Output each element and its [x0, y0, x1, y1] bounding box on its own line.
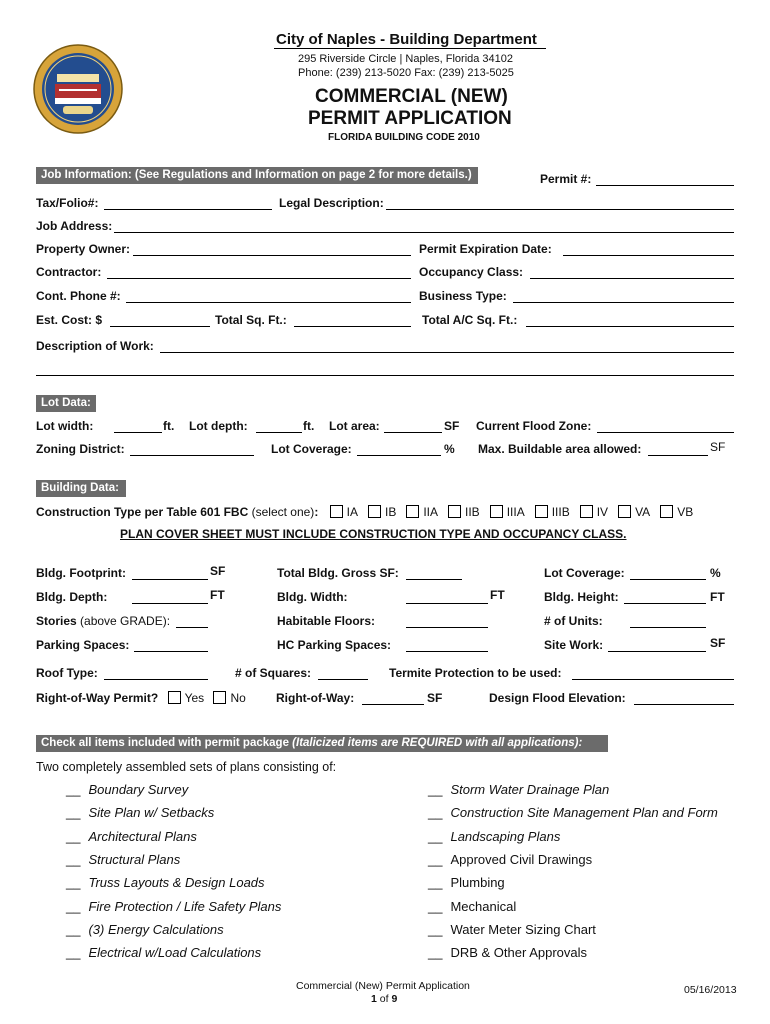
checklist-item-label: Structural Plans	[88, 851, 181, 867]
checklist-item-label: Plumbing	[450, 875, 505, 891]
checklist-item-label: Architectural Plans	[88, 828, 197, 844]
contractor-phone-field[interactable]	[126, 302, 411, 303]
construction-type-ib-label: IB	[385, 505, 397, 519]
max-buildable-field[interactable]	[648, 455, 708, 456]
contractor-phone-label: Cont. Phone #:	[36, 289, 121, 303]
termite-protection-field[interactable]	[572, 679, 734, 680]
lot-depth-field[interactable]	[256, 432, 302, 433]
form-title-line1: COMMERCIAL (NEW)	[315, 86, 508, 107]
department-title: City of Naples - Building Department	[276, 31, 537, 48]
max-buildable-label: Max. Buildable area allowed:	[478, 442, 642, 456]
bldg-lot-coverage-field[interactable]	[630, 579, 706, 580]
department-phone: Phone: (239) 213-5020 Fax: (239) 213-5025	[298, 67, 514, 79]
checklist-item-label: Mechanical	[450, 898, 517, 914]
checklist-item-left	[66, 782, 188, 797]
zoning-district-field[interactable]	[130, 455, 254, 456]
checklist-item-right	[428, 922, 596, 937]
footer-page-current: 1	[371, 993, 377, 1005]
checklist-item-left	[66, 805, 214, 820]
checklist-item-label: (3) Energy Calculations	[88, 921, 224, 937]
construction-type-iiia-checkbox[interactable]	[490, 505, 503, 518]
bldg-lot-coverage-unit: %	[710, 566, 721, 580]
checklist-blank[interactable]: __	[66, 921, 81, 937]
construction-type-ia-label: IA	[346, 505, 358, 519]
checklist-blank[interactable]: __	[428, 921, 443, 937]
checklist-blank[interactable]: __	[66, 875, 81, 891]
lot-width-unit: ft.	[163, 419, 175, 433]
flood-elevation-field[interactable]	[634, 704, 734, 705]
bldg-height-unit: FT	[710, 590, 725, 604]
checklist-item-right	[428, 805, 718, 820]
termite-protection-label: Termite Protection to be used:	[389, 666, 562, 680]
site-work-unit: SF	[710, 636, 726, 650]
stories-field[interactable]	[176, 627, 208, 628]
construction-type-iia-label: IIA	[423, 505, 439, 519]
estimated-cost-label: Est. Cost: $	[36, 313, 103, 327]
right-of-way-field[interactable]	[362, 704, 424, 705]
checklist-item-label: Boundary Survey	[88, 782, 189, 797]
bldg-width-unit: FT	[490, 588, 505, 602]
footer-page-number	[371, 993, 397, 1005]
right-of-way-label: Right-of-Way:	[276, 691, 355, 705]
permit-expiration-label: Permit Expiration Date:	[419, 242, 552, 256]
checklist-item-left	[66, 945, 261, 960]
construction-type-iiib-checkbox[interactable]	[535, 505, 548, 518]
tax-folio-label: Tax/Folio#:	[36, 196, 99, 210]
construction-type-row	[36, 505, 693, 519]
checklist-blank[interactable]: __	[66, 945, 81, 961]
bldg-width-label: Bldg. Width:	[277, 590, 348, 604]
lot-width-field[interactable]	[114, 432, 162, 433]
checklist-title-note: (Italicized items are REQUIRED with all applications):	[292, 737, 583, 749]
checklist-item-label: Fire Protection / Life Safety Plans	[88, 898, 282, 914]
gross-sf-label: Total Bldg. Gross SF:	[277, 566, 399, 580]
bldg-depth-field[interactable]	[132, 603, 208, 604]
department-address: 295 Riverside Circle | Naples, Florida 34102	[298, 53, 514, 65]
construction-type-ib-checkbox[interactable]	[368, 505, 381, 518]
squares-label: # of Squares:	[235, 666, 312, 680]
checklist-blank[interactable]: __	[428, 828, 443, 844]
checklist-section-title	[41, 737, 582, 749]
construction-type-iiia-label: IIIA	[506, 505, 525, 519]
contractor-field[interactable]	[107, 278, 411, 279]
lot-width-label: Lot width:	[36, 419, 94, 433]
checklist-blank[interactable]: __	[66, 851, 81, 867]
total-sqft-label: Total Sq. Ft.:	[215, 313, 287, 327]
units-field[interactable]	[630, 627, 706, 628]
bldg-width-field[interactable]	[406, 603, 488, 604]
lot-area-label: Lot area:	[329, 419, 380, 433]
row-permit-no-label: No	[230, 691, 246, 705]
row-permit-label	[36, 691, 246, 705]
footer-document-name: Commercial (New) Permit Application	[296, 980, 470, 992]
construction-type-vb-checkbox[interactable]	[660, 505, 673, 518]
construction-type-va-label: VA	[635, 505, 651, 519]
checklist-item-label: Site Plan w/ Setbacks	[88, 805, 215, 821]
construction-type-iib-checkbox[interactable]	[448, 505, 461, 518]
total-sqft-field[interactable]	[294, 326, 411, 327]
occupancy-class-label: Occupancy Class:	[419, 265, 524, 279]
bldg-footprint-field[interactable]	[132, 579, 208, 580]
total-ac-sqft-label: Total A/C Sq. Ft.:	[422, 313, 518, 327]
checklist-blank[interactable]: __	[428, 945, 443, 961]
construction-type-options	[322, 505, 694, 519]
construction-type-label: Construction Type per Table 601 FBC	[36, 505, 249, 519]
lot-coverage-unit: %	[444, 442, 455, 456]
lot-coverage-field[interactable]	[357, 455, 441, 456]
hc-parking-label: HC Parking Spaces:	[277, 638, 392, 652]
construction-type-colon: :	[314, 505, 319, 519]
plan-cover-note: PLAN COVER SHEET MUST INCLUDE CONSTRUCTION TYPE AND OCCUPANCY CLASS.	[120, 527, 627, 541]
select-one-hint: (select one)	[251, 505, 315, 519]
gross-sf-field[interactable]	[406, 579, 462, 580]
checklist-blank[interactable]: __	[428, 898, 443, 914]
bldg-footprint-unit: SF	[210, 564, 226, 578]
row-permit-yes-checkbox[interactable]	[168, 691, 181, 704]
lot-coverage-label: Lot Coverage:	[271, 442, 352, 456]
checklist-title-main: Check all items included with permit package	[41, 737, 289, 749]
total-ac-sqft-field[interactable]	[526, 326, 734, 327]
stories-label	[36, 614, 170, 628]
hc-parking-field[interactable]	[406, 651, 488, 652]
roof-type-field[interactable]	[104, 679, 208, 680]
checklist-item-label: DRB & Other Approvals	[450, 945, 588, 961]
checklist-item-label: Storm Water Drainage Plan	[450, 782, 610, 797]
checklist-item-left	[66, 899, 281, 914]
job-address-field[interactable]	[114, 232, 734, 233]
checklist-item-left	[66, 829, 197, 844]
bldg-height-field[interactable]	[624, 603, 706, 604]
zoning-district-label: Zoning District:	[36, 442, 125, 456]
lot-depth-unit: ft.	[303, 419, 315, 433]
checklist-item-right	[428, 782, 609, 797]
business-type-label: Business Type:	[419, 289, 507, 303]
checklist-blank[interactable]: __	[428, 851, 443, 867]
row-permit-no-checkbox[interactable]	[213, 691, 226, 704]
flood-zone-label: Current Flood Zone:	[476, 419, 592, 433]
occupancy-class-field[interactable]	[530, 278, 734, 279]
checklist-item-right	[428, 852, 592, 867]
contractor-label: Contractor:	[36, 265, 102, 279]
lot-area-unit: SF	[444, 419, 460, 433]
stories-label-main: Stories	[36, 614, 77, 628]
parking-spaces-label: Parking Spaces:	[36, 638, 130, 652]
checklist-blank[interactable]: __	[66, 805, 81, 821]
legal-description-label: Legal Description:	[279, 196, 384, 210]
checklist-item-right	[428, 829, 560, 844]
checklist-item-right	[428, 945, 587, 960]
checklist-item-right	[428, 875, 505, 890]
roof-type-label: Roof Type:	[36, 666, 98, 680]
footer-page-total: 9	[391, 993, 398, 1005]
squares-field[interactable]	[318, 679, 368, 680]
row-permit-question: Right-of-Way Permit?	[36, 691, 159, 705]
job-info-section-title: Job Information: (See Regulations and Information on page 2 for more details.)	[41, 169, 472, 181]
title-underline	[274, 48, 546, 49]
bldg-lot-coverage-label: Lot Coverage:	[544, 566, 625, 580]
checklist-blank[interactable]: __	[66, 828, 81, 844]
job-address-label: Job Address:	[36, 219, 113, 233]
checklist-intro: Two completely assembled sets of plans consisting of:	[36, 760, 337, 774]
site-work-field[interactable]	[608, 651, 706, 652]
checklist-item-label: Water Meter Sizing Chart	[450, 921, 596, 937]
property-owner-field[interactable]	[133, 255, 411, 256]
bldg-height-label: Bldg. Height:	[544, 590, 619, 604]
tax-folio-field[interactable]	[104, 209, 272, 210]
permit-number-field[interactable]	[596, 185, 734, 186]
flood-zone-field[interactable]	[597, 432, 734, 433]
habitable-floors-field[interactable]	[406, 627, 488, 628]
stories-qualifier: (above GRADE):	[80, 614, 171, 628]
construction-type-iia-checkbox[interactable]	[406, 505, 419, 518]
lot-area-field[interactable]	[384, 432, 442, 433]
construction-type-ia-checkbox[interactable]	[330, 505, 343, 518]
construction-type-vb-label: VB	[677, 505, 694, 519]
construction-type-iib-label: IIB	[465, 505, 480, 519]
checklist-blank[interactable]: __	[66, 782, 81, 797]
checklist-blank[interactable]: __	[428, 875, 443, 891]
checklist-item-label: Construction Site Management Plan and Form	[450, 805, 718, 821]
checklist-item-label: Landscaping Plans	[450, 828, 561, 844]
checklist-blank[interactable]: __	[428, 782, 443, 797]
checklist-item-left	[66, 922, 224, 937]
checklist-blank[interactable]: __	[428, 805, 443, 821]
property-owner-label: Property Owner:	[36, 242, 131, 256]
row-permit-yes-label: Yes	[184, 691, 205, 705]
units-label: # of Units:	[544, 614, 603, 628]
construction-type-iv-label: IV	[596, 505, 609, 519]
bldg-footprint-label: Bldg. Footprint:	[36, 566, 126, 580]
description-of-work-field[interactable]	[160, 352, 734, 353]
lot-data-section-title: Lot Data:	[41, 397, 91, 409]
checklist-item-right	[428, 899, 516, 914]
permit-expiration-field[interactable]	[563, 255, 734, 256]
city-seal-logo	[33, 44, 123, 134]
right-of-way-unit: SF	[427, 691, 443, 705]
flood-elevation-label: Design Flood Elevation:	[489, 691, 626, 705]
construction-type-va-checkbox[interactable]	[618, 505, 631, 518]
habitable-floors-label: Habitable Floors:	[277, 614, 376, 628]
checklist-item-label: Approved Civil Drawings	[450, 851, 593, 867]
bldg-depth-label: Bldg. Depth:	[36, 590, 108, 604]
checklist-blank[interactable]: __	[66, 898, 81, 914]
checklist-item-label: Truss Layouts & Design Loads	[88, 875, 265, 891]
description-of-work-label: Description of Work:	[36, 339, 154, 353]
lot-depth-label: Lot depth:	[189, 419, 248, 433]
max-buildable-unit: SF	[710, 440, 726, 454]
site-work-label: Site Work:	[544, 638, 604, 652]
checklist-item-left	[66, 852, 180, 867]
business-type-field[interactable]	[513, 302, 734, 303]
building-data-section-title: Building Data:	[41, 482, 119, 494]
legal-description-field[interactable]	[386, 209, 734, 210]
construction-type-iiib-label: IIIB	[551, 505, 570, 519]
estimated-cost-field[interactable]	[110, 326, 210, 327]
form-title-line2: PERMIT APPLICATION	[308, 108, 512, 129]
footer-date: 05/16/2013	[684, 984, 737, 996]
building-code: FLORIDA BUILDING CODE 2010	[328, 132, 480, 143]
checklist-item-left	[66, 875, 265, 890]
construction-type-iv-checkbox[interactable]	[580, 505, 593, 518]
description-of-work-field-line2[interactable]	[36, 375, 734, 376]
bldg-depth-unit: FT	[210, 588, 225, 602]
checklist-item-label: Electrical w/Load Calculations	[88, 945, 262, 961]
footer-page-of: of	[376, 993, 392, 1005]
parking-spaces-field[interactable]	[134, 651, 208, 652]
permit-number-label: Permit #:	[540, 172, 592, 186]
